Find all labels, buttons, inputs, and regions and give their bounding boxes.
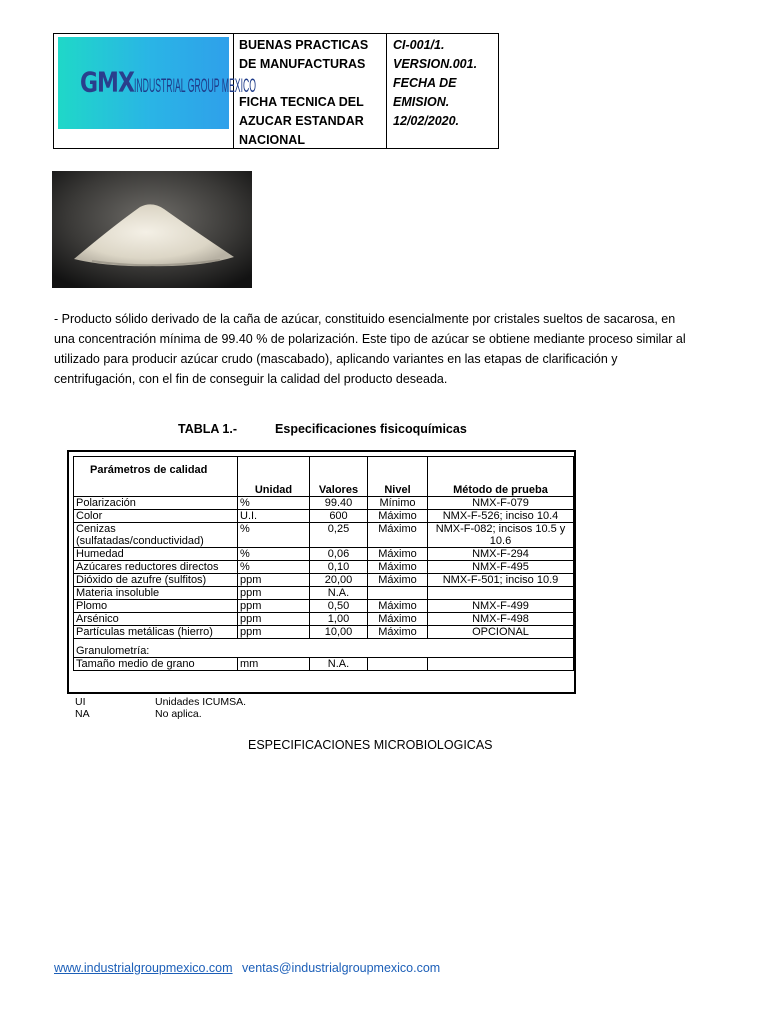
cell-level: Máximo: [368, 548, 428, 561]
cell-method: NMX-F-294: [428, 548, 574, 561]
table-row: [74, 497, 574, 510]
cell-value: N.A.: [310, 587, 368, 600]
note-text: Unidades ICUMSA.: [155, 696, 247, 708]
cell-unit: ppm: [238, 600, 310, 613]
cell-unit: ppm: [238, 587, 310, 600]
note-abbr: UI: [75, 696, 86, 708]
document-code: [387, 34, 498, 148]
cell-value: 10,00: [310, 626, 368, 639]
cell-level: [368, 587, 428, 600]
cell-method: [428, 587, 574, 600]
cell-parameter: Partículas metálicas (hierro): [74, 626, 238, 639]
logo-cell: [54, 34, 257, 148]
cell-method: NMX-F-495: [428, 561, 574, 574]
cell-value: 0,06: [310, 548, 368, 561]
cell-unit: U.I.: [238, 510, 310, 523]
header-level: Nivel: [368, 457, 428, 497]
table-row: [74, 658, 574, 671]
code-line: EMISION.: [393, 95, 450, 109]
logo-text: INDUSTRIAL GROUP MEXICO: [134, 73, 257, 97]
cell-parameter: Arsénico: [74, 613, 238, 626]
cell-parameter: Materia insoluble: [74, 587, 238, 600]
table-row: [74, 561, 574, 574]
document-title: [234, 34, 387, 148]
table-row: [74, 510, 574, 523]
cell-unit: %: [238, 548, 310, 561]
table-caption: Especificaciones fisicoquímicas: [275, 422, 467, 436]
title-line: AZUCAR ESTANDAR: [239, 114, 364, 128]
cell-method: NMX-F-499: [428, 600, 574, 613]
cell-value: 0,50: [310, 600, 368, 613]
cell-value: 20,00: [310, 574, 368, 587]
table-row: [74, 600, 574, 613]
cell-parameter: Plomo: [74, 600, 238, 613]
table-notes: [75, 696, 247, 720]
cell-method: OPCIONAL: [428, 626, 574, 639]
note-row: [75, 708, 202, 720]
sugar-photo: [52, 171, 252, 288]
cell-parameter: Color: [74, 510, 238, 523]
note-abbr: NA: [75, 708, 90, 720]
cell-value: 1,00: [310, 613, 368, 626]
website-link[interactable]: www.industrialgroupmexico.com: [54, 961, 233, 975]
cell-level: Mínimo: [368, 497, 428, 510]
cell-value: 99.40: [310, 497, 368, 510]
cell-value: N.A.: [310, 658, 368, 671]
footer: [54, 961, 440, 975]
cell-parameter: Azúcares reductores directos: [74, 561, 238, 574]
cell-unit: ppm: [238, 574, 310, 587]
header-parameter: Parámetros de calidad: [74, 457, 238, 497]
cell-level: Máximo: [368, 561, 428, 574]
granulometry-row: [74, 645, 574, 658]
code-line: 12/02/2020.: [393, 114, 460, 128]
cell-level: Máximo: [368, 574, 428, 587]
cell-method: NMX-F-498: [428, 613, 574, 626]
title-line: FICHA TECNICA DEL: [239, 95, 364, 109]
cell-level: Máximo: [368, 523, 428, 548]
cell-parameter: Tamaño medio de grano: [74, 658, 238, 671]
note-row: [75, 696, 247, 708]
cell-parameter: Cenizas (sulfatadas/conductividad): [74, 523, 238, 548]
cell-method: NMX-F-082; incisos 10.5 y 10.6: [428, 523, 574, 548]
title-line: DE MANUFACTURAS: [239, 57, 366, 71]
header-unit: Unidad: [238, 457, 310, 497]
table-row: [74, 613, 574, 626]
code-line: CI-001/1.: [393, 38, 445, 52]
table-row: [74, 523, 574, 548]
cell-level: Máximo: [368, 613, 428, 626]
cell-unit: ppm: [238, 626, 310, 639]
cell-value: 600: [310, 510, 368, 523]
cell-unit: %: [238, 497, 310, 510]
cell-method: [428, 658, 574, 671]
cell-parameter: Polarización: [74, 497, 238, 510]
table-row: [74, 626, 574, 639]
document-header: [53, 33, 499, 149]
cell-value: 0,25: [310, 523, 368, 548]
cell-unit: mm: [238, 658, 310, 671]
cell-unit: ppm: [238, 613, 310, 626]
title-line: BUENAS PRACTICAS: [239, 38, 369, 52]
code-line: VERSION.001.: [393, 57, 478, 71]
header-method: Método de prueba: [428, 457, 574, 497]
cell-level: [368, 658, 428, 671]
physicochemical-spec-table: [73, 456, 574, 671]
email-link[interactable]: ventas@industrialgroupmexico.com: [242, 961, 441, 975]
cell-method: NMX-F-079: [428, 497, 574, 510]
code-line: FECHA DE: [393, 76, 457, 90]
header-values: Valores: [310, 457, 368, 497]
table-header-row: [74, 457, 574, 497]
table-label: TABLA 1.-: [178, 422, 238, 436]
cell-unit: %: [238, 561, 310, 574]
cell-value: 0,10: [310, 561, 368, 574]
cell-method: NMX-F-501; inciso 10.9: [428, 574, 574, 587]
cell-method: NMX-F-526; inciso 10.4: [428, 510, 574, 523]
table-row: [74, 574, 574, 587]
micro-spec-heading: ESPECIFICACIONES MICROBIOLOGICAS: [248, 738, 493, 752]
company-logo: [58, 37, 257, 129]
spec-table-frame: [67, 450, 576, 694]
title-line: NACIONAL: [239, 133, 305, 147]
cell-level: Máximo: [368, 600, 428, 613]
table-row: [74, 587, 574, 600]
cell-level: Máximo: [368, 626, 428, 639]
cell-level: Máximo: [368, 510, 428, 523]
logo-mark: GMX: [80, 67, 134, 100]
granulometry-label: Granulometría:: [74, 645, 574, 658]
title-spacer: [239, 74, 386, 93]
cell-unit: %: [238, 523, 310, 548]
table-title: [178, 422, 467, 436]
note-text: No aplica.: [155, 708, 202, 720]
cell-parameter: Humedad: [74, 548, 238, 561]
cell-parameter: Dióxido de azufre (sulfitos): [74, 574, 238, 587]
product-description: - Producto sólido derivado de la caña de azúcar, constituido esencialmente por cristales sueltos de sacarosa, en una concentración mínima de 99.40 % de polarización. Este tipo de azúcar se obtiene mediante proceso similar al utilizado para producir azúcar crudo (mascabado), aplicando variantes en las etapas de clarificación y centrifugación, con el fin de conseguir la calidad del producto deseada.: [54, 312, 686, 386]
table-row: [74, 548, 574, 561]
